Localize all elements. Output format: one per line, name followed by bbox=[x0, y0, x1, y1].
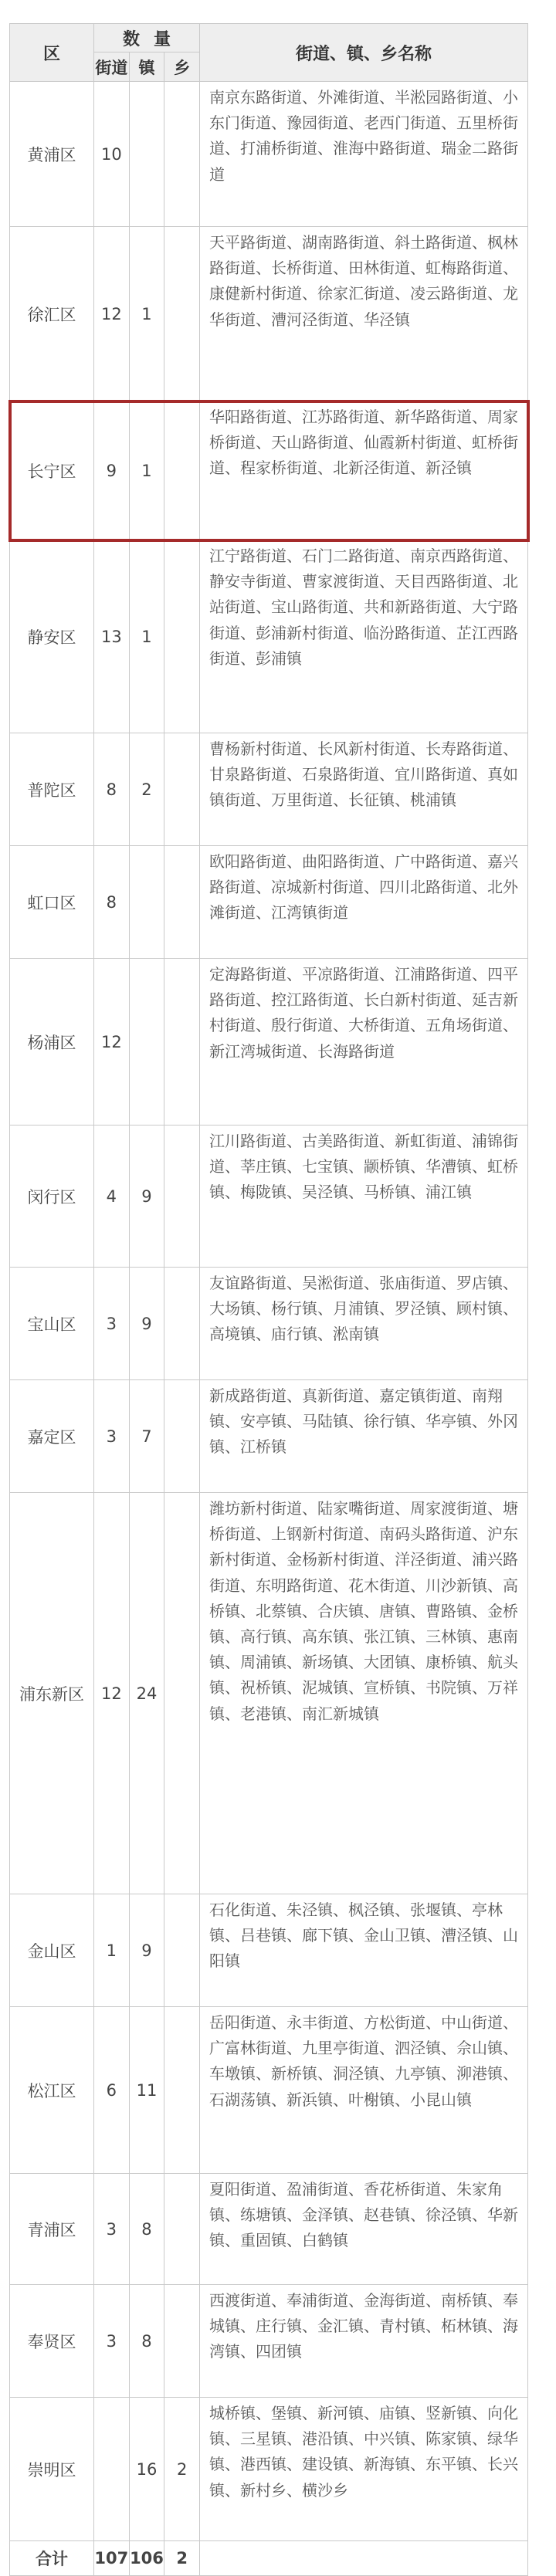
cell-township bbox=[164, 2174, 200, 2285]
cell-township bbox=[164, 227, 200, 401]
cell-names: 华阳路街道、江苏路街道、新华路街道、周家桥街道、天山路街道、仙霞新村街道、虹桥街道、程家桥街道、北新泾街道、新泾镇 bbox=[200, 401, 528, 540]
cell-names: 友谊路街道、吴淞街道、张庙街道、罗店镇、大场镇、杨行镇、月浦镇、罗泾镇、顾村镇、高境镇、庙行镇、淞南镇 bbox=[200, 1268, 528, 1380]
cell-town: 16 bbox=[129, 2398, 164, 2541]
cell-names: 欧阳路街道、曲阳路街道、广中路街道、嘉兴路街道、凉城新村街道、四川北路街道、北外滩街道、江湾镇街道 bbox=[200, 846, 528, 959]
table-row bbox=[10, 959, 528, 1126]
table-row bbox=[10, 82, 528, 227]
table-row bbox=[10, 1894, 528, 2007]
table-row bbox=[10, 2398, 528, 2541]
cell-town: 1 bbox=[129, 401, 164, 540]
cell-names: 西渡街道、奉浦街道、金海街道、南桥镇、奉城镇、庄行镇、金汇镇、青村镇、柘林镇、海湾镇、四团镇 bbox=[200, 2285, 528, 2398]
cell-subdistrict: 3 bbox=[94, 1268, 130, 1380]
cell-subdistrict: 8 bbox=[94, 733, 130, 846]
cell-subdistrict: 3 bbox=[94, 1380, 130, 1493]
district-table bbox=[9, 23, 528, 2576]
cell-subdistrict: 1 bbox=[94, 1894, 130, 2007]
cell-subdistrict bbox=[94, 2398, 130, 2541]
cell-township bbox=[164, 401, 200, 540]
cell-township bbox=[164, 1493, 200, 1894]
cell-subdistrict: 8 bbox=[94, 846, 130, 959]
table-row bbox=[10, 1493, 528, 1894]
cell-subdistrict: 10 bbox=[94, 82, 130, 227]
header-names: 街道、镇、乡名称 bbox=[200, 24, 528, 82]
table-row bbox=[10, 401, 528, 540]
cell-town: 7 bbox=[129, 1380, 164, 1493]
cell-subdistrict: 3 bbox=[94, 2285, 130, 2398]
cell-township bbox=[164, 1126, 200, 1268]
table-row bbox=[10, 1380, 528, 1493]
table-row bbox=[10, 540, 528, 733]
cell-names: 夏阳街道、盈浦街道、香花桥街道、朱家角镇、练塘镇、金泽镇、赵巷镇、徐泾镇、华新镇、重固镇、白鹤镇 bbox=[200, 2174, 528, 2285]
total-township: 2 bbox=[164, 2541, 200, 2576]
cell-names: 南京东路街道、外滩街道、半淞园路街道、小东门街道、豫园街道、老西门街道、五里桥街道、打浦桥街道、淮海中路街道、瑞金二路街道 bbox=[200, 82, 528, 227]
cell-township bbox=[164, 1380, 200, 1493]
cell-district: 宝山区 bbox=[10, 1268, 94, 1380]
cell-town: 8 bbox=[129, 2285, 164, 2398]
cell-names: 新成路街道、真新街道、嘉定镇街道、南翔镇、安亭镇、马陆镇、徐行镇、华亭镇、外冈镇、江桥镇 bbox=[200, 1380, 528, 1493]
header-district: 区 bbox=[10, 24, 94, 82]
cell-town bbox=[129, 846, 164, 959]
cell-town: 9 bbox=[129, 1894, 164, 2007]
cell-township bbox=[164, 82, 200, 227]
table-row bbox=[10, 2007, 528, 2174]
header-quantity: 数量 bbox=[94, 24, 200, 52]
cell-names: 潍坊新村街道、陆家嘴街道、周家渡街道、塘桥街道、上钢新村街道、南码头路街道、沪东新村街道、金杨新村街道、洋泾街道、浦兴路街道、东明路街道、花木街道、川沙新镇、高桥镇、北蔡镇、合庆镇、唐镇、曹路镇、金桥镇、高行镇、高东镇、张江镇、三林镇、惠南镇、周浦镇、新场镇、大团镇、康桥镇、航头镇、祝桥镇、泥城镇、宣桥镇、书院镇、万祥镇、老港镇、南汇新城镇 bbox=[200, 1493, 528, 1894]
cell-subdistrict: 9 bbox=[94, 401, 130, 540]
cell-district: 徐汇区 bbox=[10, 227, 94, 401]
table-row bbox=[10, 733, 528, 846]
cell-subdistrict: 12 bbox=[94, 1493, 130, 1894]
cell-district: 金山区 bbox=[10, 1894, 94, 2007]
cell-names: 城桥镇、堡镇、新河镇、庙镇、竖新镇、向化镇、三星镇、港沿镇、中兴镇、陈家镇、绿华镇、港西镇、建设镇、新海镇、东平镇、长兴镇、新村乡、横沙乡 bbox=[200, 2398, 528, 2541]
table-row bbox=[10, 2285, 528, 2398]
cell-district: 松江区 bbox=[10, 2007, 94, 2174]
cell-district: 崇明区 bbox=[10, 2398, 94, 2541]
total-label: 合计 bbox=[10, 2541, 94, 2576]
total-row bbox=[10, 2541, 528, 2576]
table-row bbox=[10, 846, 528, 959]
cell-names: 天平路街道、湖南路街道、斜土路街道、枫林路街道、长桥街道、田林街道、虹梅路街道、康健新村街道、徐家汇街道、凌云路街道、龙华街道、漕河泾街道、华泾镇 bbox=[200, 227, 528, 401]
cell-district: 青浦区 bbox=[10, 2174, 94, 2285]
total-town: 106 bbox=[129, 2541, 164, 2576]
cell-subdistrict: 3 bbox=[94, 2174, 130, 2285]
cell-names: 岳阳街道、永丰街道、方松街道、中山街道、广富林街道、九里亭街道、泗泾镇、佘山镇、车墩镇、新桥镇、洞泾镇、九亭镇、泖港镇、石湖荡镇、新浜镇、叶榭镇、小昆山镇 bbox=[200, 2007, 528, 2174]
header-town: 镇 bbox=[129, 52, 164, 82]
cell-town bbox=[129, 959, 164, 1126]
cell-town: 2 bbox=[129, 733, 164, 846]
cell-district: 黄浦区 bbox=[10, 82, 94, 227]
cell-township bbox=[164, 540, 200, 733]
cell-names: 定海路街道、平凉路街道、江浦路街道、四平路街道、控江路街道、长白新村街道、延吉新村街道、殷行街道、大桥街道、五角场街道、新江湾城街道、长海路街道 bbox=[200, 959, 528, 1126]
cell-district: 浦东新区 bbox=[10, 1493, 94, 1894]
header-township: 乡 bbox=[164, 52, 200, 82]
cell-names: 曹杨新村街道、长风新村街道、长寿路街道、甘泉路街道、石泉路街道、宜川路街道、真如镇街道、万里街道、长征镇、桃浦镇 bbox=[200, 733, 528, 846]
cell-names: 石化街道、朱泾镇、枫泾镇、张堰镇、亭林镇、吕巷镇、廊下镇、金山卫镇、漕泾镇、山阳镇 bbox=[200, 1894, 528, 2007]
table-row bbox=[10, 1268, 528, 1380]
cell-subdistrict: 13 bbox=[94, 540, 130, 733]
cell-town: 8 bbox=[129, 2174, 164, 2285]
total-subdistrict: 107 bbox=[94, 2541, 130, 2576]
cell-district: 普陀区 bbox=[10, 733, 94, 846]
cell-township bbox=[164, 2007, 200, 2174]
cell-town: 1 bbox=[129, 227, 164, 401]
cell-district: 静安区 bbox=[10, 540, 94, 733]
cell-names: 江宁路街道、石门二路街道、南京西路街道、静安寺街道、曹家渡街道、天目西路街道、北站街道、宝山路街道、共和新路街道、大宁路街道、彭浦新村街道、临汾路街道、芷江西路街道、彭浦镇 bbox=[200, 540, 528, 733]
total-names-empty bbox=[200, 2541, 528, 2576]
cell-township bbox=[164, 959, 200, 1126]
cell-town: 24 bbox=[129, 1493, 164, 1894]
header-subdistrict: 街道 bbox=[94, 52, 130, 82]
cell-district: 奉贤区 bbox=[10, 2285, 94, 2398]
cell-district: 嘉定区 bbox=[10, 1380, 94, 1493]
table-row bbox=[10, 227, 528, 401]
cell-town: 9 bbox=[129, 1126, 164, 1268]
cell-township bbox=[164, 2285, 200, 2398]
cell-subdistrict: 6 bbox=[94, 2007, 130, 2174]
cell-town bbox=[129, 82, 164, 227]
cell-district: 杨浦区 bbox=[10, 959, 94, 1126]
cell-subdistrict: 4 bbox=[94, 1126, 130, 1268]
cell-subdistrict: 12 bbox=[94, 959, 130, 1126]
district-table-wrapper bbox=[9, 23, 528, 2576]
cell-district: 闵行区 bbox=[10, 1126, 94, 1268]
cell-township bbox=[164, 1894, 200, 2007]
cell-town: 9 bbox=[129, 1268, 164, 1380]
cell-names: 江川路街道、古美路街道、新虹街道、浦锦街道、莘庄镇、七宝镇、颛桥镇、华漕镇、虹桥镇、梅陇镇、吴泾镇、马桥镇、浦江镇 bbox=[200, 1126, 528, 1268]
cell-district: 长宁区 bbox=[10, 401, 94, 540]
cell-subdistrict: 12 bbox=[94, 227, 130, 401]
cell-township: 2 bbox=[164, 2398, 200, 2541]
table-row bbox=[10, 2174, 528, 2285]
cell-township bbox=[164, 733, 200, 846]
cell-township bbox=[164, 846, 200, 959]
cell-town: 1 bbox=[129, 540, 164, 733]
table-row bbox=[10, 1126, 528, 1268]
cell-district: 虹口区 bbox=[10, 846, 94, 959]
cell-town: 11 bbox=[129, 2007, 164, 2174]
cell-township bbox=[164, 1268, 200, 1380]
